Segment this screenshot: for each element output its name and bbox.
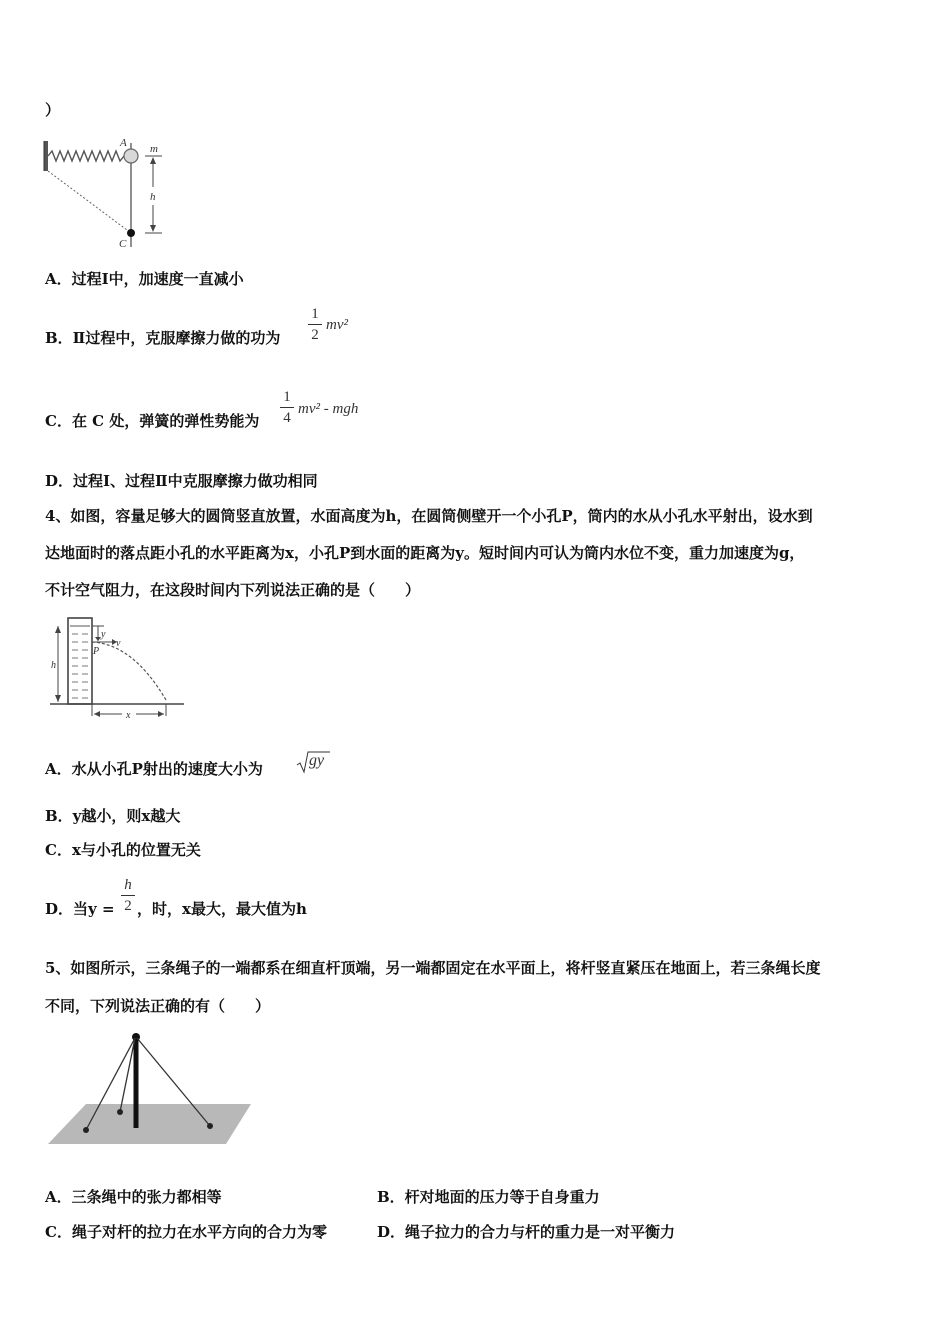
label-x: x [126, 710, 131, 721]
spring-ring-figure [40, 135, 170, 253]
q4-option-b: B．y越小，则x越大 [45, 807, 181, 825]
q4-option-c: C．x与小孔的位置无关 [45, 841, 201, 859]
q3-option-b-expr: mv² [326, 317, 348, 333]
q3-option-d: D．过程Ⅰ、过程Ⅱ中克服摩擦力做功相同 [45, 472, 318, 490]
label-h: h [150, 191, 156, 203]
label-v: v [116, 638, 121, 649]
frac-denominator: 2 [124, 898, 132, 914]
water-jet-path [92, 642, 166, 700]
cylinder [68, 618, 92, 704]
frac-numerator: h [124, 877, 132, 893]
sqrt-content: gy [309, 752, 325, 769]
water-cylinder-figure [48, 612, 188, 724]
q5-option-a: A．三条绳中的张力都相等 [45, 1188, 222, 1206]
frac-denominator: 2 [311, 327, 319, 343]
q4-stem-line-2: 达地面时的落点距小孔的水平距离为x，小孔P到水面的距离为y。短时间内可认为筒内水位不变，重力加速度为g， [45, 544, 805, 562]
label-y: y [101, 629, 106, 640]
q5-stem-line-1: 5、如图所示，三条绳子的一端都系在细直杆顶端，另一端都固定在水平面上，将杆竖直紧压在地面上，若三条绳长度 [45, 959, 821, 977]
q4-option-d-prefix: D．当y = [45, 900, 115, 918]
dotted-line [48, 171, 131, 233]
q3-option-c-fraction [280, 388, 294, 427]
q5-option-c: C．绳子对杆的拉力在水平方向的合力为零 [45, 1223, 327, 1241]
pole-ropes-figure [46, 1028, 256, 1148]
label-m: m [150, 143, 158, 155]
label-a: A [120, 137, 127, 149]
q3-option-c: C．在 C 处，弹簧的弹性势能为 [45, 412, 260, 430]
rope-2 [120, 1038, 135, 1112]
q5-option-d: D．绳子拉力的合力与杆的重力是一对平衡力 [377, 1223, 676, 1241]
label-p: P [93, 646, 100, 657]
frac-denominator: 4 [283, 410, 291, 426]
q5-stem-line-2: 不同，下列说法正确的有（ ） [45, 997, 271, 1015]
label-h: h [51, 660, 56, 671]
q4-option-a-sqrt [296, 750, 330, 774]
q3-option-b-fraction [308, 305, 322, 344]
q3-option-c-expr: mv² - mgh [298, 401, 359, 417]
q3-option-b: B．Ⅱ过程中，克服摩擦力做的功为 [45, 329, 281, 347]
q4-option-d-suffix: ，时，x最大，最大值为h [137, 900, 307, 918]
q4-stem-line-3: 不计空气阻力，在这段时间内下列说法正确的是（ ） [45, 581, 421, 599]
point-c [127, 229, 135, 237]
ring [124, 149, 138, 163]
q4-stem-line-1: 4、如图，容量足够大的圆筒竖直放置，水面高度为h，在圆筒侧壁开一个小孔P，筒内的水从小孔水平射出，设水到 [45, 507, 813, 525]
q5-option-b: B．杆对地面的压力等于自身重力 [377, 1188, 600, 1206]
prev-question-tail: ） [45, 101, 61, 119]
label-c: C [119, 238, 127, 250]
q3-option-a: A．过程Ⅰ中，加速度一直减小 [45, 270, 244, 288]
q4-option-a: A．水从小孔P射出的速度大小为 [45, 760, 263, 778]
frac-numerator: 1 [311, 306, 319, 322]
frac-numerator: 1 [283, 389, 291, 405]
spring [48, 151, 124, 161]
ground-plane [48, 1104, 251, 1144]
q4-option-d-fraction [121, 876, 135, 915]
wall [44, 141, 48, 171]
